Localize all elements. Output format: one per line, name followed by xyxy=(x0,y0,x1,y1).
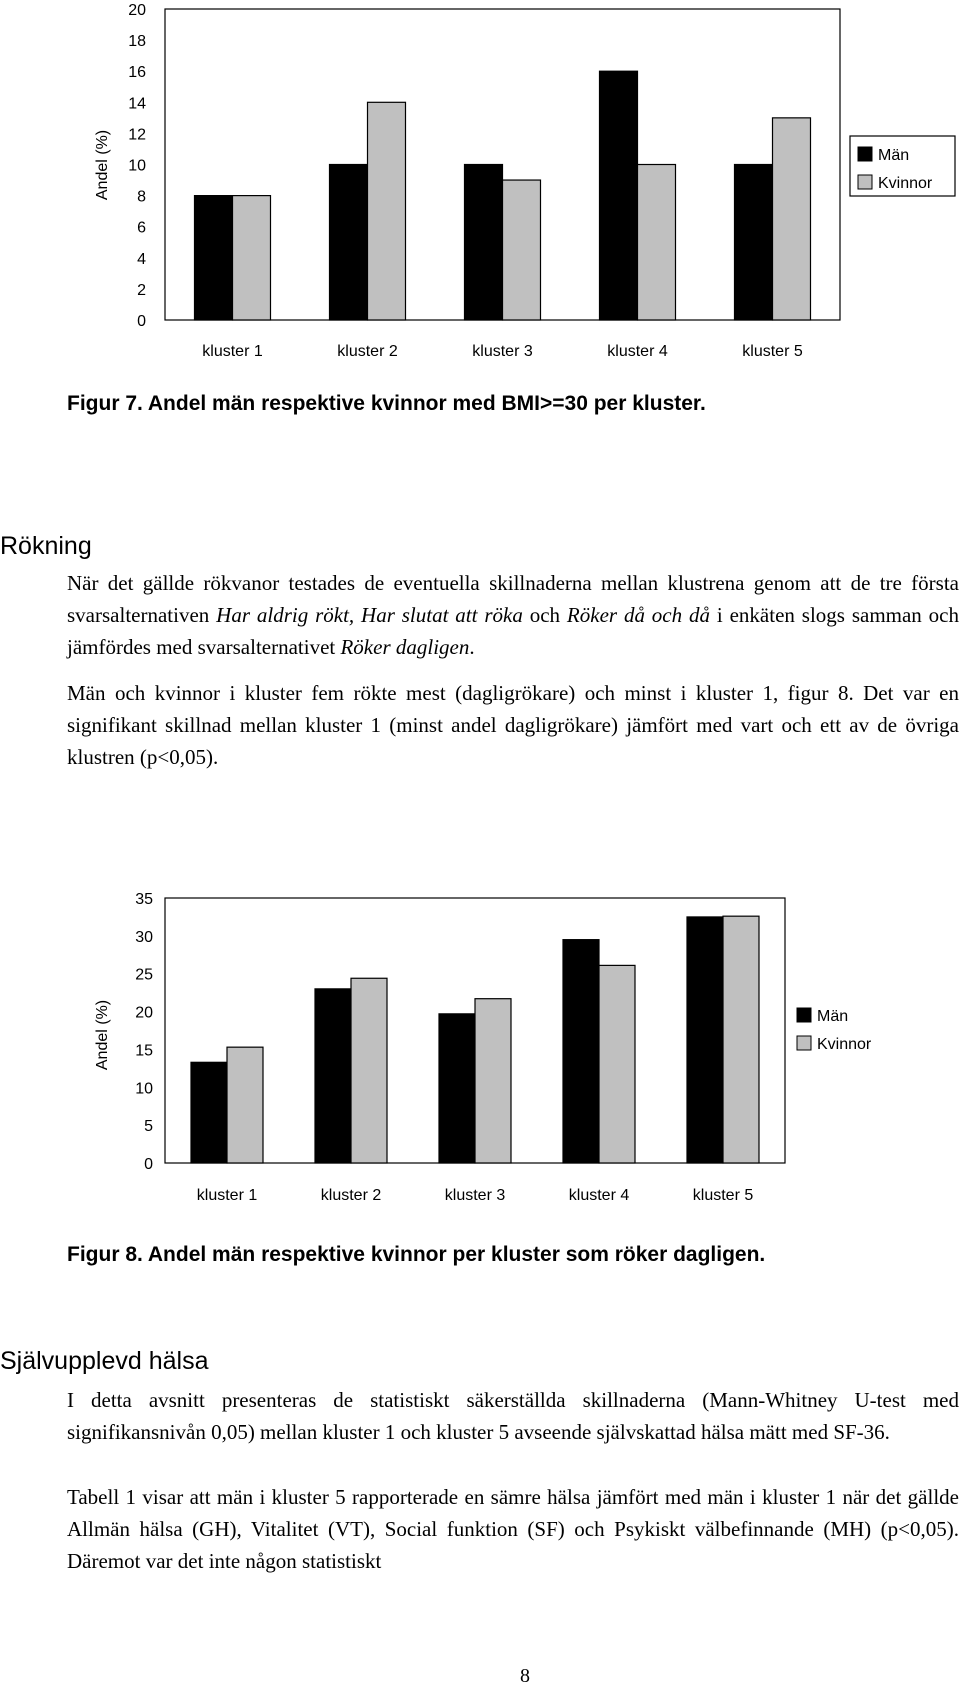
figure-7-caption: Figur 7. Andel män respektive kvinnor med BMI>=30 per kluster. xyxy=(67,392,706,415)
fig7-category-label: kluster 5 xyxy=(742,343,803,360)
figure-8-chart xyxy=(0,880,960,1230)
fig8-bar-man xyxy=(191,1062,227,1163)
fig8-bar-kvinnor xyxy=(351,978,387,1163)
fig7-bar-kvinnor xyxy=(368,102,406,320)
fig8-bar-kvinnor xyxy=(227,1047,263,1163)
fig7-bar-man xyxy=(465,165,503,321)
fig8-bar-kvinnor xyxy=(475,999,511,1163)
fig7-y-tick-label: 10 xyxy=(128,157,146,175)
fig8-y-tick-label: 20 xyxy=(135,1004,153,1022)
fig8-category-label: kluster 5 xyxy=(692,1187,754,1204)
fig7-y-tick-label: 16 xyxy=(128,64,146,82)
fig8-y-axis-label: Andel (%) xyxy=(94,999,111,1071)
fig7-y-tick-label: 20 xyxy=(128,2,146,19)
fig7-bar-man xyxy=(195,196,233,320)
halsa-paragraph-1 xyxy=(67,1384,959,1448)
fig8-bar-man xyxy=(563,940,599,1163)
fig8-y-tick-label: 5 xyxy=(144,1118,153,1136)
fig7-category-label: kluster 3 xyxy=(472,343,533,360)
figure-7-chart xyxy=(0,0,960,380)
fig7-y-tick-label: 18 xyxy=(128,33,146,51)
fig7-bar-man xyxy=(330,165,368,321)
italic-run: Röker dagligen xyxy=(340,635,470,659)
fig7-bar-kvinnor xyxy=(638,165,676,321)
fig7-legend-swatch xyxy=(858,147,872,161)
figure-8-caption: Figur 8. Andel män respektive kvinnor per kluster som röker dagligen. xyxy=(67,1243,766,1266)
fig8-y-tick-label: 25 xyxy=(135,966,153,984)
rokning-paragraph-2-text: Män och kvinnor i kluster fem rökte mest (dagligrökare) och minst i kluster 1, figur 8. Det var en signifikant skillnad mellan kluster 1 (minst andel dagligrökare) jämfört med vart och ett av de övriga klustren (p<0,05). xyxy=(67,681,959,769)
italic-run: Röker då och då xyxy=(566,603,711,627)
halsa-paragraph-1-text: I detta avsnitt presenteras de statistiskt säkerställda skillnaderna (Mann-Whitney U-test med signifikansnivån 0,05) mellan kluster 1 och kluster 5 avseende självskattad hälsa mätt med SF-36. xyxy=(67,1388,959,1444)
fig7-y-tick-label: 0 xyxy=(137,313,146,330)
fig7-y-tick-label: 6 xyxy=(137,219,146,237)
fig8-category-label: kluster 3 xyxy=(444,1187,506,1204)
fig7-y-tick-label: 2 xyxy=(137,281,146,299)
fig8-y-tick-label: 15 xyxy=(135,1042,153,1060)
fig7-bar-kvinnor xyxy=(773,118,811,320)
fig7-category-label: kluster 4 xyxy=(607,343,668,360)
fig7-legend xyxy=(850,136,955,196)
fig8-y-tick-label: 30 xyxy=(135,928,153,946)
fig7-legend-label: Kvinnor xyxy=(878,175,933,192)
fig7-bar-man xyxy=(735,165,773,321)
fig7-y-tick-label: 14 xyxy=(128,95,146,113)
fig7-y-axis-label: Andel (%) xyxy=(94,129,111,201)
text-run: När det gällde rökvanor testades de eventuella skillnaderna mellan klustrena genom att de tre första svarsalternativen xyxy=(67,571,959,627)
fig7-bar-kvinnor xyxy=(503,180,541,320)
fig7-y-tick-label: 8 xyxy=(137,188,146,206)
fig7-bar-man xyxy=(600,71,638,320)
fig8-y-tick-label: 0 xyxy=(144,1156,153,1173)
fig8-y-tick-label: 35 xyxy=(135,891,153,908)
fig8-category-label: kluster 1 xyxy=(196,1187,258,1204)
fig8-legend-label: Män xyxy=(817,1008,849,1025)
fig7-category-label: kluster 1 xyxy=(202,343,263,360)
fig8-legend-swatch xyxy=(797,1036,811,1050)
fig8-bar-kvinnor xyxy=(599,965,635,1163)
fig7-legend-swatch xyxy=(858,175,872,189)
rokning-paragraph-1-text xyxy=(67,567,959,663)
fig8-legend-swatch xyxy=(797,1008,811,1022)
fig8-bar-man xyxy=(439,1014,475,1163)
fig7-bar-kvinnor xyxy=(233,196,271,320)
fig7-category-label: kluster 2 xyxy=(337,343,398,360)
section-heading-sjalvupplevd-halsa: Självupplevd hälsa xyxy=(0,1347,209,1375)
fig7-y-tick-label: 4 xyxy=(137,250,146,268)
halsa-paragraph-2-text: Tabell 1 visar att män i kluster 5 rapporterade en sämre hälsa jämfört med män i kluster 1 när det gällde Allmän hälsa (GH), Vitalitet (VT), Social funktion (SF) och Psykiskt välbefinnande (MH) (p<0,05). Däremot var det inte någon statistiskt xyxy=(67,1485,959,1573)
text-run: . xyxy=(469,635,475,659)
rokning-paragraph-2 xyxy=(67,677,959,773)
fig8-bar-kvinnor xyxy=(723,916,759,1163)
fig8-category-label: kluster 4 xyxy=(568,1187,630,1204)
page-number: 8 xyxy=(520,1665,530,1687)
text-run: i enkäten slogs samman och jämfördes med svarsalternativet xyxy=(67,603,960,659)
section-heading-rokning: Rökning xyxy=(0,532,92,560)
fig8-legend xyxy=(797,1008,872,1053)
fig8-y-tick-label: 10 xyxy=(135,1080,153,1098)
fig8-category-label: kluster 2 xyxy=(320,1187,382,1204)
fig8-bar-man xyxy=(687,917,723,1163)
text-run: och xyxy=(522,603,567,627)
fig7-legend-label: Män xyxy=(878,147,910,164)
fig8-bar-man xyxy=(315,989,351,1163)
italic-run: Har aldrig rökt, Har slutat att röka xyxy=(216,603,523,627)
fig7-y-tick-label: 12 xyxy=(128,126,146,144)
fig8-legend-label: Kvinnor xyxy=(817,1036,872,1053)
rokning-paragraph-1 xyxy=(67,567,959,663)
halsa-paragraph-2 xyxy=(67,1481,959,1577)
